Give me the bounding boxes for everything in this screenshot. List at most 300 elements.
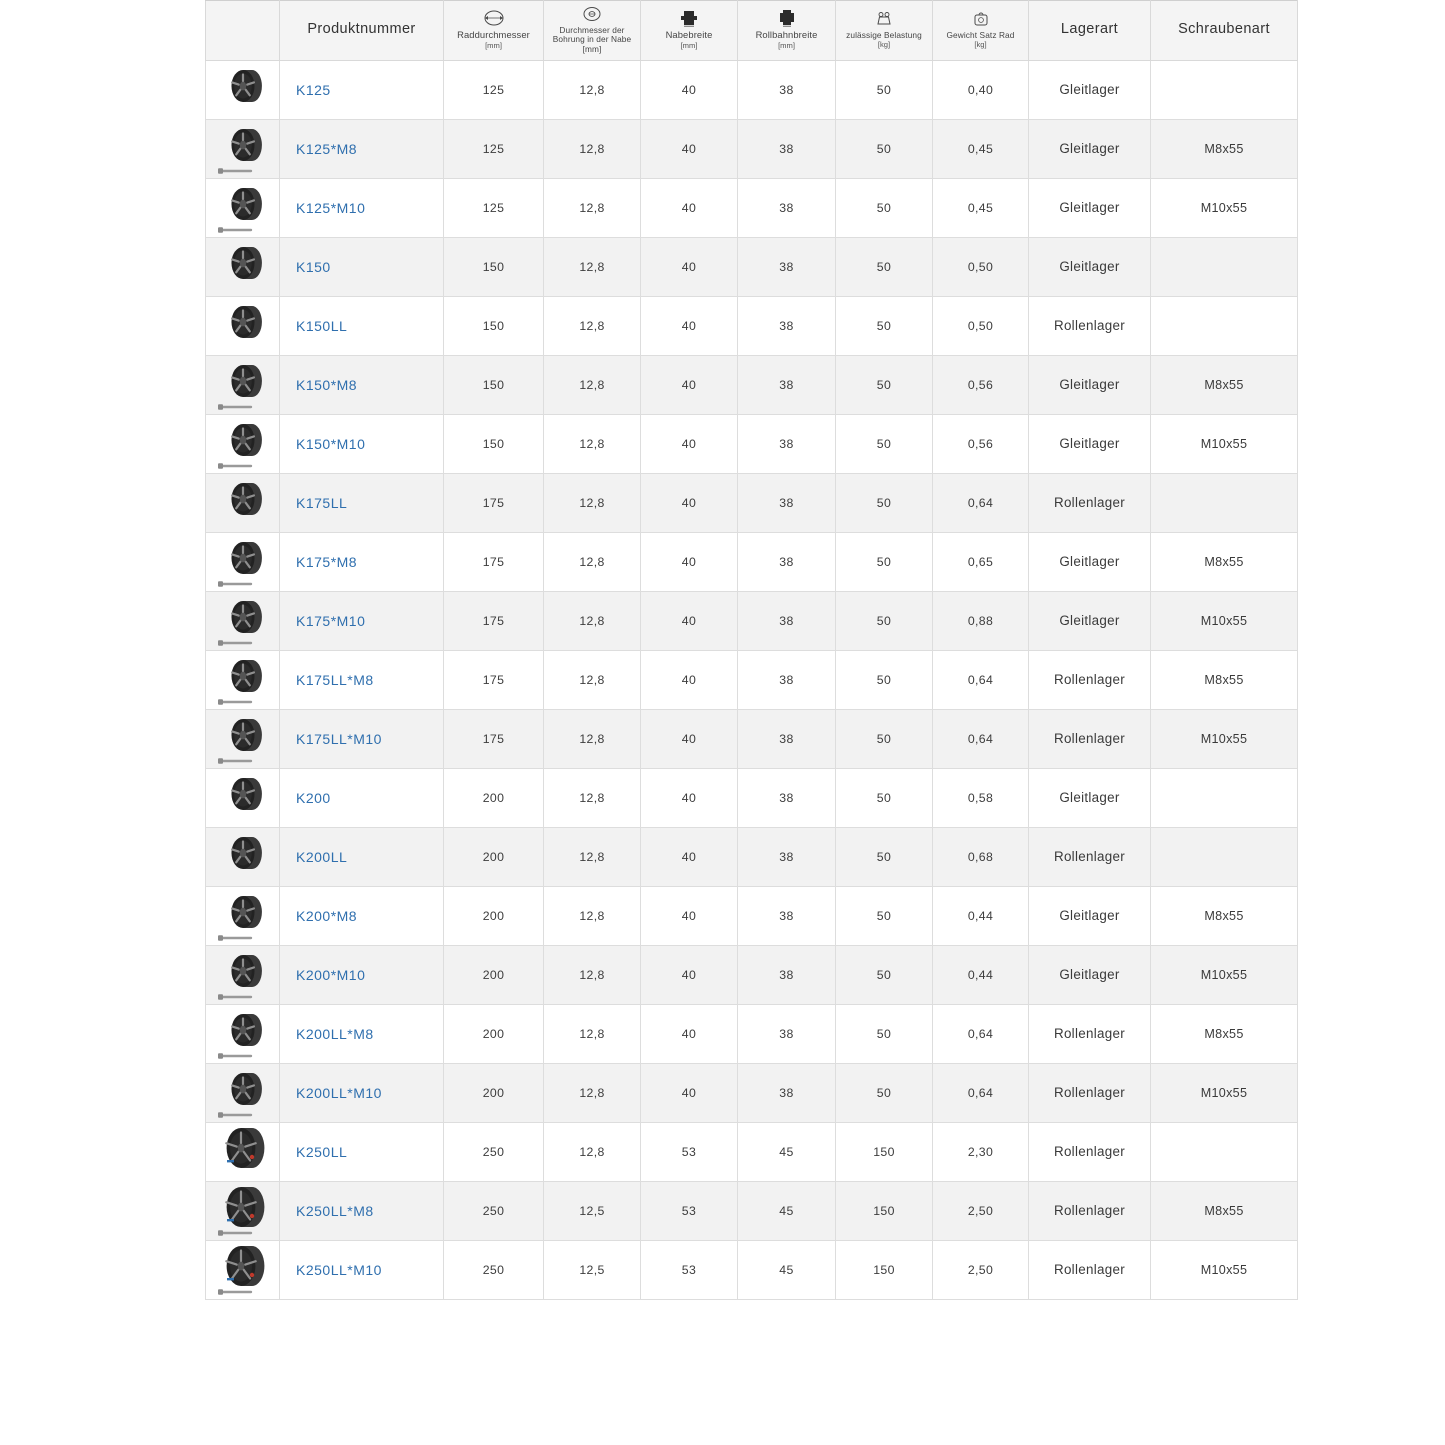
product-number-link[interactable]: K150LL <box>296 317 348 334</box>
table-row[interactable] <box>206 1181 1298 1240</box>
bolt-type-cell: M8x55 <box>1151 1004 1298 1063</box>
weight-cell: 0,65 <box>933 532 1029 591</box>
bearing-type-cell: Rollenlager <box>1029 296 1151 355</box>
product-number-link[interactable]: K125*M10 <box>296 199 366 216</box>
tread-width-cell: 38 <box>738 1063 836 1122</box>
product-number-cell[interactable] <box>280 473 444 532</box>
hub-width-cell: 40 <box>641 650 738 709</box>
col-header-belastung <box>836 1 933 61</box>
product-number-link[interactable]: K175LL <box>296 494 348 511</box>
col-header-belastung-unit: [kg] <box>877 40 891 50</box>
tread-width-cell: 38 <box>738 591 836 650</box>
col-header-raddurchmesser-label: Raddurchmesser <box>457 29 530 41</box>
table-row[interactable] <box>206 473 1298 532</box>
bore-diameter-cell: 12,8 <box>544 591 641 650</box>
product-thumbnail-cell[interactable] <box>206 827 280 886</box>
bolt-type-cell <box>1151 1122 1298 1181</box>
col-header-nabenbreite-unit: [mm] <box>680 40 698 50</box>
load-capacity-cell: 50 <box>836 119 933 178</box>
col-header-gewicht <box>933 1 1029 61</box>
product-number-link[interactable]: K200 <box>296 789 331 806</box>
hub-width-cell: 53 <box>641 1122 738 1181</box>
hub-width-cell: 40 <box>641 768 738 827</box>
wheel-diameter-cell: 200 <box>444 886 544 945</box>
product-thumbnail-cell[interactable] <box>206 355 280 414</box>
bolt-type-cell <box>1151 296 1298 355</box>
table-row[interactable] <box>206 532 1298 591</box>
product-number-cell[interactable] <box>280 355 444 414</box>
bore-diameter-cell: 12,8 <box>544 1122 641 1181</box>
load-capacity-cell: 50 <box>836 473 933 532</box>
wheel-icon <box>207 239 279 295</box>
bearing-type-cell: Gleitlager <box>1029 945 1151 1004</box>
product-number-link[interactable]: K200LL*M8 <box>296 1025 374 1042</box>
load-capacity-cell: 50 <box>836 178 933 237</box>
product-thumbnail-cell[interactable] <box>206 296 280 355</box>
tread-width-cell: 38 <box>738 473 836 532</box>
wheel-diameter-cell: 250 <box>444 1181 544 1240</box>
bolt-type-cell <box>1151 60 1298 119</box>
tread-width-cell: 38 <box>738 355 836 414</box>
product-thumbnail-cell[interactable] <box>206 178 280 237</box>
bore-diameter-cell: 12,8 <box>544 178 641 237</box>
wheel-diameter-cell: 175 <box>444 473 544 532</box>
weight-icon <box>935 10 1026 30</box>
bore-diameter-cell: 12,8 <box>544 768 641 827</box>
col-header-rollbahnbreite-unit: [mm] <box>778 40 795 50</box>
product-number-cell[interactable] <box>280 1122 444 1181</box>
hub-width-cell: 40 <box>641 60 738 119</box>
bore-diameter-cell: 12,8 <box>544 473 641 532</box>
product-number-link[interactable]: K200LL*M10 <box>296 1084 382 1101</box>
col-header-raddurchmesser <box>444 1 544 61</box>
col-header-rollbahnbreite <box>738 1 836 61</box>
wheel-icon <box>207 947 279 1003</box>
col-header-lagerart <box>1029 1 1151 61</box>
bearing-type-cell: Rollenlager <box>1029 1122 1151 1181</box>
tread-width-cell: 38 <box>738 650 836 709</box>
product-thumbnail-cell[interactable] <box>206 119 280 178</box>
hub-width-cell: 40 <box>641 237 738 296</box>
load-capacity-cell: 50 <box>836 709 933 768</box>
product-number-cell[interactable] <box>280 827 444 886</box>
wheel-diameter-cell: 200 <box>444 1063 544 1122</box>
col-header-gewicht-unit: [kg] <box>974 40 987 50</box>
col-header-nabenbreite <box>641 1 738 61</box>
product-number-link[interactable]: K250LL <box>296 1143 348 1160</box>
wheel-icon <box>207 475 279 531</box>
product-number-link[interactable]: K175LL*M8 <box>296 671 374 688</box>
tread-width-cell: 38 <box>738 178 836 237</box>
weight-cell: 0,50 <box>933 237 1029 296</box>
hub-width-cell: 40 <box>641 591 738 650</box>
bolt-type-cell <box>1151 473 1298 532</box>
tread-width-cell: 38 <box>738 237 836 296</box>
wheel-icon <box>207 1242 279 1298</box>
bearing-type-cell: Rollenlager <box>1029 1063 1151 1122</box>
wheel-diameter-cell: 150 <box>444 355 544 414</box>
bore-diameter-cell: 12,8 <box>544 1063 641 1122</box>
product-thumbnail-cell[interactable] <box>206 709 280 768</box>
load-capacity-cell: 50 <box>836 532 933 591</box>
product-thumbnail-cell[interactable] <box>206 532 280 591</box>
wheel-diameter-cell: 200 <box>444 945 544 1004</box>
tread-width-cell: 38 <box>738 60 836 119</box>
bolt-type-cell: M8x55 <box>1151 532 1298 591</box>
product-number-cell[interactable] <box>280 178 444 237</box>
col-header-lagerart-label: Lagerart <box>1060 21 1119 38</box>
wheel-icon <box>207 357 279 413</box>
bearing-type-cell: Rollenlager <box>1029 1240 1151 1299</box>
col-header-rollbahnbreite-label: Rollbahnbreite <box>755 29 818 41</box>
table-header <box>206 1 1298 61</box>
product-thumbnail-cell[interactable] <box>206 1240 280 1299</box>
product-number-link[interactable]: K125*M8 <box>296 140 358 157</box>
bolt-type-cell: M8x55 <box>1151 1181 1298 1240</box>
wheel-icon <box>207 62 279 118</box>
wheel-diameter-cell: 125 <box>444 178 544 237</box>
hub-width-cell: 40 <box>641 945 738 1004</box>
hub-width-cell: 40 <box>641 1004 738 1063</box>
bearing-type-cell: Gleitlager <box>1029 60 1151 119</box>
wheel-diameter-cell: 125 <box>444 60 544 119</box>
wheel-icon <box>207 652 279 708</box>
bolt-type-cell <box>1151 768 1298 827</box>
bolt-type-cell: M8x55 <box>1151 355 1298 414</box>
load-capacity-cell: 50 <box>836 886 933 945</box>
tread-width-cell: 38 <box>738 709 836 768</box>
table-row[interactable] <box>206 178 1298 237</box>
weight-cell: 0,64 <box>933 709 1029 768</box>
col-header-nabenbreite-label: Nabebreite <box>665 29 713 41</box>
col-header-belastung-label: zulässige Belastung <box>846 29 922 40</box>
bore-diameter-cell: 12,8 <box>544 945 641 1004</box>
bearing-type-cell: Gleitlager <box>1029 886 1151 945</box>
bolt-type-cell: M10x55 <box>1151 1240 1298 1299</box>
bolt-type-cell: M8x55 <box>1151 886 1298 945</box>
table-row[interactable] <box>206 650 1298 709</box>
tread-width-cell: 38 <box>738 945 836 1004</box>
bolt-type-cell: M10x55 <box>1151 178 1298 237</box>
bearing-type-cell: Gleitlager <box>1029 768 1151 827</box>
bore-diameter-cell: 12,8 <box>544 237 641 296</box>
bearing-type-cell: Gleitlager <box>1029 237 1151 296</box>
bore-diameter-cell: 12,5 <box>544 1181 641 1240</box>
weight-cell: 0,50 <box>933 296 1029 355</box>
hub-width-cell: 53 <box>641 1240 738 1299</box>
hub-width-cell: 40 <box>641 414 738 473</box>
product-number-cell[interactable] <box>280 1181 444 1240</box>
product-number-cell[interactable] <box>280 768 444 827</box>
product-thumbnail-cell[interactable] <box>206 473 280 532</box>
bearing-type-cell: Gleitlager <box>1029 178 1151 237</box>
table-row[interactable] <box>206 945 1298 1004</box>
weight-cell: 0,45 <box>933 178 1029 237</box>
wheel-icon <box>207 534 279 590</box>
load-capacity-cell: 150 <box>836 1181 933 1240</box>
table-row[interactable] <box>206 827 1298 886</box>
bore-diameter-cell: 12,5 <box>544 1240 641 1299</box>
product-number-cell[interactable] <box>280 1063 444 1122</box>
tread-width-cell: 38 <box>738 768 836 827</box>
bore-diameter-cell: 12,8 <box>544 355 641 414</box>
product-thumbnail-cell[interactable] <box>206 650 280 709</box>
hub-width-cell: 40 <box>641 355 738 414</box>
table-row[interactable] <box>206 237 1298 296</box>
product-number-link[interactable]: K150 <box>296 258 331 275</box>
bearing-type-cell: Gleitlager <box>1029 591 1151 650</box>
hub-width-cell: 40 <box>641 827 738 886</box>
bearing-type-cell: Gleitlager <box>1029 414 1151 473</box>
product-number-link[interactable]: K175LL*M10 <box>296 730 382 747</box>
bearing-type-cell: Gleitlager <box>1029 119 1151 178</box>
wheel-icon <box>207 770 279 826</box>
table-row[interactable] <box>206 60 1298 119</box>
table-row[interactable] <box>206 414 1298 473</box>
product-number-cell[interactable] <box>280 237 444 296</box>
col-header-produktnummer-label: Produktnummer <box>307 21 416 38</box>
load-capacity-cell: 50 <box>836 296 933 355</box>
bearing-type-cell: Gleitlager <box>1029 532 1151 591</box>
hub-width-cell: 40 <box>641 296 738 355</box>
product-thumbnail-cell[interactable] <box>206 945 280 1004</box>
bore-diameter-cell: 12,8 <box>544 414 641 473</box>
product-thumbnail-cell[interactable] <box>206 60 280 119</box>
weight-cell: 0,44 <box>933 886 1029 945</box>
tread-width-cell: 38 <box>738 1004 836 1063</box>
wheel-diameter-icon <box>446 9 541 29</box>
col-header-produktnummer <box>280 1 444 61</box>
bolt-type-cell <box>1151 237 1298 296</box>
product-number-cell[interactable] <box>280 1004 444 1063</box>
weight-cell: 0,64 <box>933 650 1029 709</box>
hub-width-cell: 40 <box>641 119 738 178</box>
table-row[interactable] <box>206 709 1298 768</box>
table-row[interactable] <box>206 591 1298 650</box>
bore-diameter-cell: 12,8 <box>544 296 641 355</box>
product-number-link[interactable]: K200LL <box>296 848 348 865</box>
col-header-bohrung-label: Durchmesser der Bohrung in der Nabe [mm] <box>552 25 632 54</box>
wheel-diameter-cell: 125 <box>444 119 544 178</box>
bearing-type-cell: Rollenlager <box>1029 650 1151 709</box>
product-number-cell[interactable] <box>280 532 444 591</box>
col-header-gewicht-label: Gewicht Satz Rad <box>946 29 1015 40</box>
wheel-diameter-cell: 200 <box>444 1004 544 1063</box>
wheel-diameter-cell: 150 <box>444 237 544 296</box>
product-number-link[interactable]: K200*M8 <box>296 907 358 924</box>
tread-width-icon <box>740 9 833 29</box>
product-number-link[interactable]: K200*M10 <box>296 966 366 983</box>
load-capacity-cell: 50 <box>836 768 933 827</box>
tread-width-cell: 38 <box>738 296 836 355</box>
product-thumbnail-cell[interactable] <box>206 414 280 473</box>
bolt-type-cell: M8x55 <box>1151 650 1298 709</box>
weight-cell: 0,44 <box>933 945 1029 1004</box>
weight-cell: 2,50 <box>933 1181 1029 1240</box>
bolt-type-cell: M10x55 <box>1151 414 1298 473</box>
bolt-type-cell: M10x55 <box>1151 1063 1298 1122</box>
product-number-cell[interactable] <box>280 119 444 178</box>
product-number-link[interactable]: K250LL*M8 <box>296 1202 374 1219</box>
table-row[interactable] <box>206 1240 1298 1299</box>
weight-cell: 0,64 <box>933 1063 1029 1122</box>
wheel-diameter-cell: 250 <box>444 1122 544 1181</box>
product-thumbnail-cell[interactable] <box>206 1004 280 1063</box>
weight-cell: 2,30 <box>933 1122 1029 1181</box>
tread-width-cell: 38 <box>738 886 836 945</box>
bearing-type-cell: Rollenlager <box>1029 473 1151 532</box>
col-header-schraubenart <box>1151 1 1298 61</box>
bore-diameter-cell: 12,8 <box>544 886 641 945</box>
bearing-type-cell: Rollenlager <box>1029 1004 1151 1063</box>
tread-width-cell: 38 <box>738 827 836 886</box>
weight-cell: 0,56 <box>933 414 1029 473</box>
load-capacity-cell: 50 <box>836 60 933 119</box>
product-number-cell[interactable] <box>280 414 444 473</box>
load-capacity-cell: 50 <box>836 591 933 650</box>
hub-bore-icon <box>546 5 638 25</box>
weight-cell: 0,64 <box>933 473 1029 532</box>
table-row[interactable] <box>206 119 1298 178</box>
bore-diameter-cell: 12,8 <box>544 119 641 178</box>
wheel-icon <box>207 1183 279 1239</box>
wheel-icon <box>207 593 279 649</box>
table-row[interactable] <box>206 296 1298 355</box>
load-capacity-cell: 150 <box>836 1122 933 1181</box>
product-number-link[interactable]: K150*M8 <box>296 376 358 393</box>
product-number-cell[interactable] <box>280 591 444 650</box>
product-number-cell[interactable] <box>280 1240 444 1299</box>
product-number-link[interactable]: K175*M10 <box>296 612 366 629</box>
wheel-icon <box>207 829 279 885</box>
bolt-type-cell <box>1151 827 1298 886</box>
table-row[interactable] <box>206 768 1298 827</box>
wheel-icon <box>207 1065 279 1121</box>
product-thumbnail-cell[interactable] <box>206 1181 280 1240</box>
wheel-diameter-cell: 175 <box>444 650 544 709</box>
wheel-icon <box>207 416 279 472</box>
load-capacity-cell: 50 <box>836 650 933 709</box>
load-capacity-cell: 150 <box>836 1240 933 1299</box>
table-row[interactable] <box>206 1063 1298 1122</box>
product-thumbnail-cell[interactable] <box>206 1122 280 1181</box>
hub-width-cell: 53 <box>641 1181 738 1240</box>
load-capacity-cell: 50 <box>836 1004 933 1063</box>
product-number-cell[interactable] <box>280 709 444 768</box>
hub-width-cell: 40 <box>641 178 738 237</box>
wheel-diameter-cell: 175 <box>444 532 544 591</box>
product-spec-table <box>205 0 1298 1300</box>
table-body <box>206 60 1298 1299</box>
bearing-type-cell: Rollenlager <box>1029 709 1151 768</box>
bearing-type-cell: Gleitlager <box>1029 355 1151 414</box>
weight-cell: 0,58 <box>933 768 1029 827</box>
bore-diameter-cell: 12,8 <box>544 532 641 591</box>
table-row[interactable] <box>206 1004 1298 1063</box>
product-thumbnail-cell[interactable] <box>206 591 280 650</box>
product-thumbnail-cell[interactable] <box>206 1063 280 1122</box>
product-number-link[interactable]: K175*M8 <box>296 553 358 570</box>
load-capacity-icon <box>838 10 930 30</box>
table-header-row <box>206 1 1298 61</box>
weight-cell: 2,50 <box>933 1240 1029 1299</box>
tread-width-cell: 38 <box>738 119 836 178</box>
wheel-icon <box>207 298 279 354</box>
wheel-icon <box>207 121 279 177</box>
spec-table-wrapper <box>205 0 1297 1300</box>
load-capacity-cell: 50 <box>836 414 933 473</box>
table-row[interactable] <box>206 1122 1298 1181</box>
wheel-diameter-cell: 200 <box>444 768 544 827</box>
tread-width-cell: 38 <box>738 532 836 591</box>
tread-width-cell: 38 <box>738 414 836 473</box>
product-thumbnail-cell[interactable] <box>206 768 280 827</box>
weight-cell: 0,40 <box>933 60 1029 119</box>
weight-cell: 0,45 <box>933 119 1029 178</box>
weight-cell: 0,56 <box>933 355 1029 414</box>
weight-cell: 0,88 <box>933 591 1029 650</box>
bolt-type-cell: M10x55 <box>1151 591 1298 650</box>
wheel-icon <box>207 888 279 944</box>
product-number-cell[interactable] <box>280 886 444 945</box>
table-row[interactable] <box>206 886 1298 945</box>
wheel-diameter-cell: 175 <box>444 591 544 650</box>
wheel-icon <box>207 711 279 767</box>
product-number-cell[interactable] <box>280 650 444 709</box>
hub-width-cell: 40 <box>641 886 738 945</box>
hub-width-cell: 40 <box>641 1063 738 1122</box>
col-header-bohrung <box>544 1 641 61</box>
bearing-type-cell: Rollenlager <box>1029 827 1151 886</box>
product-number-link[interactable]: K150*M10 <box>296 435 366 452</box>
load-capacity-cell: 50 <box>836 945 933 1004</box>
product-thumbnail-cell[interactable] <box>206 886 280 945</box>
load-capacity-cell: 50 <box>836 237 933 296</box>
tread-width-cell: 45 <box>738 1122 836 1181</box>
wheel-icon <box>207 1124 279 1180</box>
product-number-link[interactable]: K250LL*M10 <box>296 1261 382 1278</box>
wheel-icon <box>207 1006 279 1062</box>
hub-width-cell: 40 <box>641 473 738 532</box>
wheel-diameter-cell: 175 <box>444 709 544 768</box>
load-capacity-cell: 50 <box>836 827 933 886</box>
product-number-link[interactable]: K125 <box>296 81 331 98</box>
table-row[interactable] <box>206 355 1298 414</box>
hub-width-icon <box>643 9 735 29</box>
wheel-icon <box>207 180 279 236</box>
bolt-type-cell: M10x55 <box>1151 709 1298 768</box>
bore-diameter-cell: 12,8 <box>544 650 641 709</box>
bore-diameter-cell: 12,8 <box>544 709 641 768</box>
product-number-cell[interactable] <box>280 296 444 355</box>
wheel-diameter-cell: 250 <box>444 1240 544 1299</box>
hub-width-cell: 40 <box>641 532 738 591</box>
bore-diameter-cell: 12,8 <box>544 827 641 886</box>
product-number-cell[interactable] <box>280 945 444 1004</box>
bore-diameter-cell: 12,8 <box>544 1004 641 1063</box>
bearing-type-cell: Rollenlager <box>1029 1181 1151 1240</box>
wheel-diameter-cell: 200 <box>444 827 544 886</box>
load-capacity-cell: 50 <box>836 355 933 414</box>
bore-diameter-cell: 12,8 <box>544 60 641 119</box>
product-thumbnail-cell[interactable] <box>206 237 280 296</box>
bolt-type-cell: M8x55 <box>1151 119 1298 178</box>
product-number-cell[interactable] <box>280 60 444 119</box>
weight-cell: 0,68 <box>933 827 1029 886</box>
wheel-diameter-cell: 150 <box>444 296 544 355</box>
load-capacity-cell: 50 <box>836 1063 933 1122</box>
tread-width-cell: 45 <box>738 1181 836 1240</box>
